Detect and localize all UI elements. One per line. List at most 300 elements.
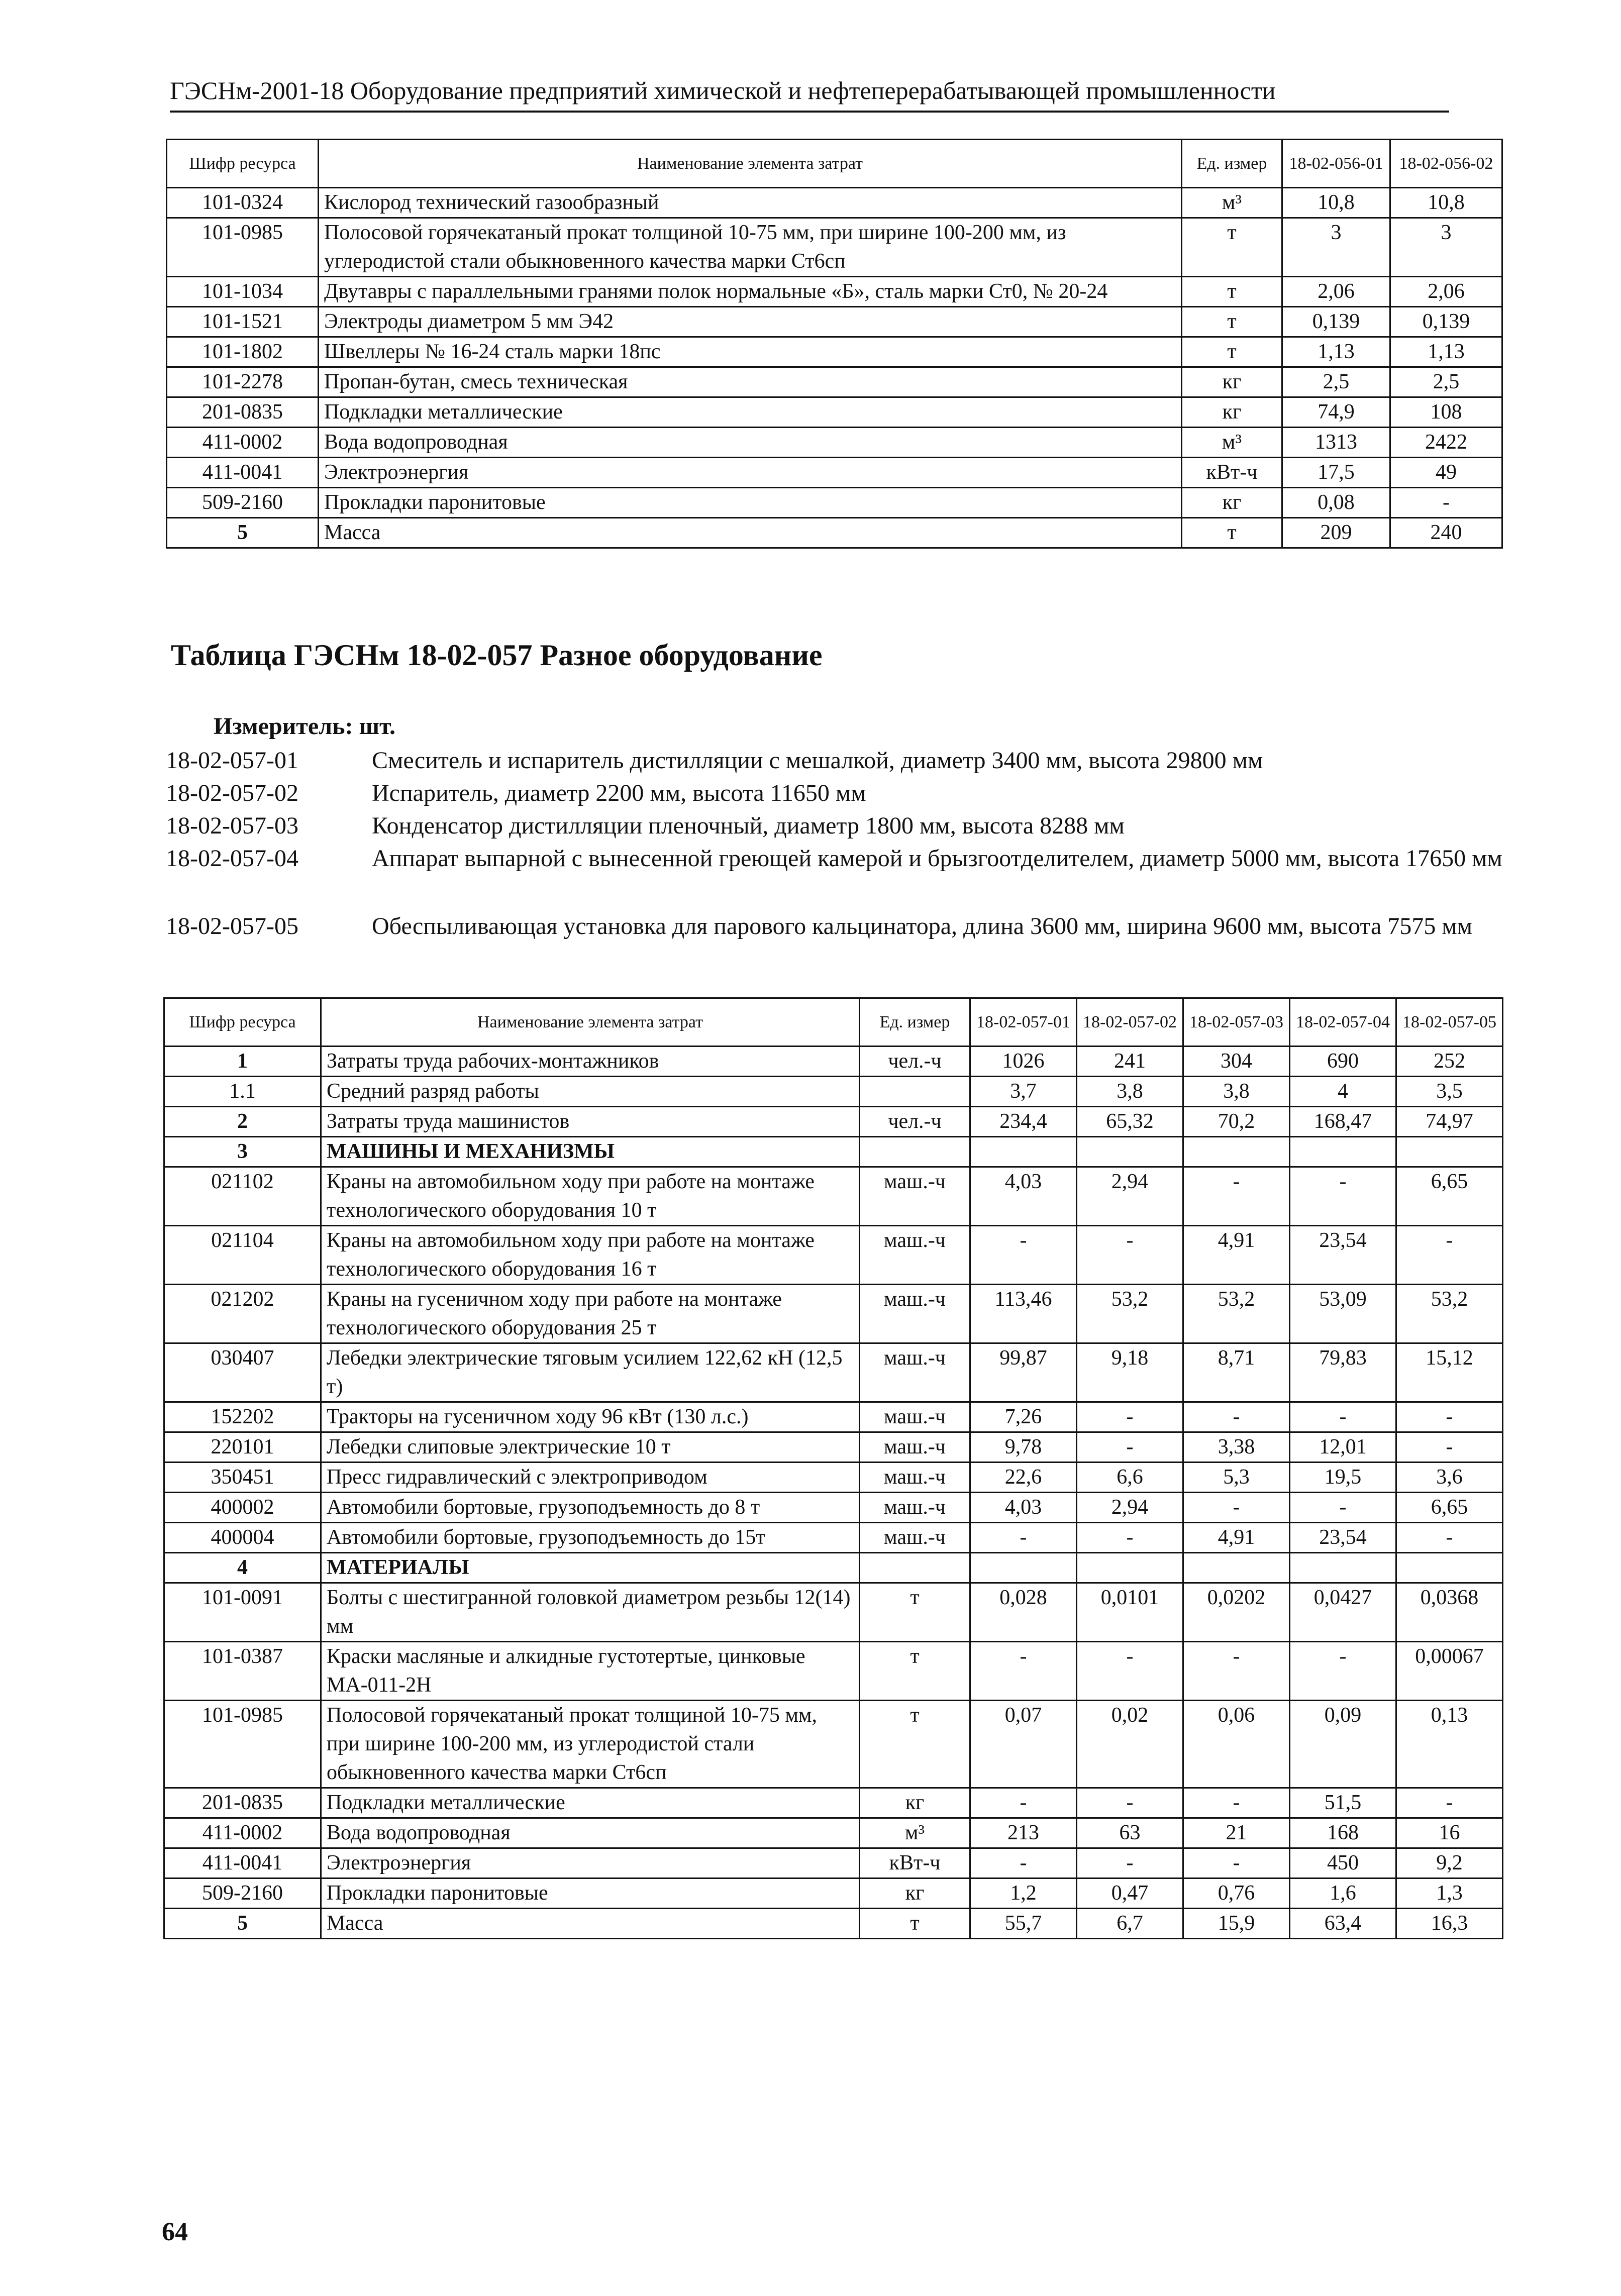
unit: маш.-ч bbox=[860, 1285, 970, 1343]
value-057-02: 0,02 bbox=[1077, 1701, 1183, 1788]
value-057-01 bbox=[970, 1553, 1077, 1583]
spec-description: Обеспыливающая установка для парового кальцинатора, длина 3600 мм, ширина 9600 мм, высота 7575 мм bbox=[372, 913, 1473, 940]
value-057-03: 4,91 bbox=[1183, 1226, 1290, 1285]
table-row bbox=[164, 1343, 1503, 1402]
value-057-02: - bbox=[1077, 1523, 1183, 1553]
resource-code: 021102 bbox=[164, 1167, 321, 1226]
resource-code: 152202 bbox=[164, 1402, 321, 1432]
resource-code: 101-1034 bbox=[167, 277, 319, 307]
page-number: 64 bbox=[162, 2218, 188, 2246]
header-cost-element: Наименование элемента затрат bbox=[319, 140, 1182, 188]
value-057-01: 0,07 bbox=[970, 1701, 1077, 1788]
value-057-05: 1,3 bbox=[1396, 1878, 1503, 1909]
value-057-05: 0,0368 bbox=[1396, 1583, 1503, 1642]
table-row bbox=[167, 307, 1502, 337]
value-056-01: 209 bbox=[1282, 518, 1390, 548]
value-057-02: - bbox=[1077, 1848, 1183, 1878]
value-057-02: - bbox=[1077, 1432, 1183, 1463]
value-057-04: 12,01 bbox=[1290, 1432, 1396, 1463]
resource-code: 101-0985 bbox=[164, 1701, 321, 1788]
resource-code: 509-2160 bbox=[167, 488, 319, 518]
value-057-03: - bbox=[1183, 1167, 1290, 1226]
value-057-02: - bbox=[1077, 1642, 1183, 1701]
running-header: ГЭСНм-2001-18 Оборудование предприятий химической и нефтеперерабатывающей промышленности bbox=[170, 75, 1449, 113]
value-056-02: 2422 bbox=[1390, 428, 1502, 458]
value-057-04: 0,09 bbox=[1290, 1701, 1396, 1788]
resource-code: 201-0835 bbox=[164, 1788, 321, 1818]
spec-description: Конденсатор дистилляции пленочный, диаметр 1800 мм, высота 8288 мм bbox=[372, 812, 1125, 839]
header-resource-code: Шифр ресурса bbox=[164, 998, 321, 1047]
resource-table-056-body bbox=[167, 188, 1502, 548]
resource-code: 509-2160 bbox=[164, 1878, 321, 1909]
table-row bbox=[164, 1463, 1503, 1493]
value-057-03: - bbox=[1183, 1402, 1290, 1432]
unit: т bbox=[1182, 277, 1282, 307]
value-057-04: 168 bbox=[1290, 1818, 1396, 1848]
resource-code: 400004 bbox=[164, 1523, 321, 1553]
value-057-05: 53,2 bbox=[1396, 1285, 1503, 1343]
value-057-04: - bbox=[1290, 1167, 1396, 1226]
table-row bbox=[164, 1848, 1503, 1878]
value-057-05: 0,00067 bbox=[1396, 1642, 1503, 1701]
unit: т bbox=[860, 1583, 970, 1642]
resource-code: 021104 bbox=[164, 1226, 321, 1285]
value-056-02: 0,139 bbox=[1390, 307, 1502, 337]
cost-element-name: Краны на автомобильном ходу при работе на монтаже технологического оборудования 10 т bbox=[321, 1167, 860, 1226]
table-row bbox=[167, 428, 1502, 458]
value-056-01: 2,5 bbox=[1282, 367, 1390, 397]
value-057-04: - bbox=[1290, 1642, 1396, 1701]
value-057-05: 15,12 bbox=[1396, 1343, 1503, 1402]
value-056-02: - bbox=[1390, 488, 1502, 518]
cost-element-name: Подкладки металлические bbox=[321, 1788, 860, 1818]
value-057-03: 8,71 bbox=[1183, 1343, 1290, 1402]
value-056-02: 108 bbox=[1390, 397, 1502, 428]
table-row bbox=[164, 1523, 1503, 1553]
spec-code: 18-02-057-01 bbox=[166, 747, 298, 774]
value-057-01: 9,78 bbox=[970, 1432, 1077, 1463]
resource-code: 411-0002 bbox=[164, 1818, 321, 1848]
section-row bbox=[164, 1553, 1503, 1583]
value-056-02: 1,13 bbox=[1390, 337, 1502, 367]
value-057-05: 6,65 bbox=[1396, 1493, 1503, 1523]
resource-code: 101-0985 bbox=[167, 218, 319, 277]
unit: кВт-ч bbox=[860, 1848, 970, 1878]
value-057-05: 6,65 bbox=[1396, 1167, 1503, 1226]
resource-table-057 bbox=[163, 997, 1503, 1939]
value-057-03: 5,3 bbox=[1183, 1463, 1290, 1493]
value-057-02: 65,32 bbox=[1077, 1107, 1183, 1137]
value-057-02: 3,8 bbox=[1077, 1077, 1183, 1107]
unit: т bbox=[860, 1909, 970, 1939]
value-056-01: 10,8 bbox=[1282, 188, 1390, 218]
value-057-03: - bbox=[1183, 1642, 1290, 1701]
value-057-02: - bbox=[1077, 1788, 1183, 1818]
cost-element-name: Кислород технический газообразный bbox=[319, 188, 1182, 218]
value-057-01: 7,26 bbox=[970, 1402, 1077, 1432]
value-056-02: 10,8 bbox=[1390, 188, 1502, 218]
value-057-02 bbox=[1077, 1553, 1183, 1583]
unit: кг bbox=[1182, 367, 1282, 397]
resource-code: 030407 bbox=[164, 1343, 321, 1402]
table-row bbox=[164, 1107, 1503, 1137]
cost-element-name: Краски масляные и алкидные густотертые, цинковые МА-011-2Н bbox=[321, 1642, 860, 1701]
value-057-05 bbox=[1396, 1137, 1503, 1167]
cost-element-name: Тракторы на гусеничном ходу 96 кВт (130 л.с.) bbox=[321, 1402, 860, 1432]
cost-element-name: Затраты труда машинистов bbox=[321, 1107, 860, 1137]
table-row bbox=[167, 188, 1502, 218]
value-057-01: 22,6 bbox=[970, 1463, 1077, 1493]
spec-item bbox=[166, 777, 1502, 809]
resource-code: 101-1802 bbox=[167, 337, 319, 367]
resource-code: 101-0324 bbox=[167, 188, 319, 218]
resource-code: 350451 bbox=[164, 1463, 321, 1493]
value-057-03: 53,2 bbox=[1183, 1285, 1290, 1343]
value-057-03 bbox=[1183, 1137, 1290, 1167]
value-057-03: 70,2 bbox=[1183, 1107, 1290, 1137]
cost-element-name: Затраты труда рабочих-монтажников bbox=[321, 1047, 860, 1077]
value-056-02: 240 bbox=[1390, 518, 1502, 548]
header-norm-057-05: 18-02-057-05 bbox=[1396, 998, 1503, 1047]
header-cost-element: Наименование элемента затрат bbox=[321, 998, 860, 1047]
value-056-01: 3 bbox=[1282, 218, 1390, 277]
table-row bbox=[164, 1077, 1503, 1107]
value-057-04: 79,83 bbox=[1290, 1343, 1396, 1402]
value-057-04: 1,6 bbox=[1290, 1878, 1396, 1909]
cost-element-name: Швеллеры № 16-24 сталь марки 18пс bbox=[319, 337, 1182, 367]
unit: кг bbox=[1182, 488, 1282, 518]
unit: чел.-ч bbox=[860, 1047, 970, 1077]
cost-element-name: Масса bbox=[321, 1909, 860, 1939]
table-row bbox=[164, 1878, 1503, 1909]
value-057-04: - bbox=[1290, 1493, 1396, 1523]
unit: кВт-ч bbox=[1182, 458, 1282, 488]
header-norm-057-04: 18-02-057-04 bbox=[1290, 998, 1396, 1047]
value-057-05: 16,3 bbox=[1396, 1909, 1503, 1939]
table-row bbox=[167, 367, 1502, 397]
cost-element-name: Пропан-бутан, смесь техническая bbox=[319, 367, 1182, 397]
resource-code: 101-2278 bbox=[167, 367, 319, 397]
value-057-05: - bbox=[1396, 1788, 1503, 1818]
resource-code: 220101 bbox=[164, 1432, 321, 1463]
spec-item bbox=[166, 810, 1502, 842]
value-057-05: 3,6 bbox=[1396, 1463, 1503, 1493]
cost-element-name: Автомобили бортовые, грузоподъемность до 8 т bbox=[321, 1493, 860, 1523]
cost-element-name: Электроэнергия bbox=[321, 1848, 860, 1878]
value-057-05: 252 bbox=[1396, 1047, 1503, 1077]
value-056-02: 3 bbox=[1390, 218, 1502, 277]
value-057-01: 213 bbox=[970, 1818, 1077, 1848]
value-057-03 bbox=[1183, 1553, 1290, 1583]
value-057-05: 3,5 bbox=[1396, 1077, 1503, 1107]
table-row bbox=[164, 1788, 1503, 1818]
value-057-05: 9,2 bbox=[1396, 1848, 1503, 1878]
cost-element-name: Прокладки паронитовые bbox=[321, 1878, 860, 1909]
resource-code: 5 bbox=[164, 1909, 321, 1939]
table-row bbox=[164, 1167, 1503, 1226]
value-057-01: 1026 bbox=[970, 1047, 1077, 1077]
table-title: Таблица ГЭСНм 18-02-057 Разное оборудование bbox=[171, 639, 823, 672]
table-row bbox=[164, 1493, 1503, 1523]
section-row bbox=[164, 1137, 1503, 1167]
unit: м³ bbox=[860, 1818, 970, 1848]
value-057-03: 0,76 bbox=[1183, 1878, 1290, 1909]
value-057-03: - bbox=[1183, 1848, 1290, 1878]
value-057-04: 4 bbox=[1290, 1077, 1396, 1107]
spec-item bbox=[166, 843, 1502, 907]
value-056-02: 2,5 bbox=[1390, 367, 1502, 397]
table-row bbox=[164, 1909, 1503, 1939]
resource-table-057-body bbox=[164, 1047, 1503, 1939]
value-057-01: 0,028 bbox=[970, 1583, 1077, 1642]
cost-element-name: Подкладки металлические bbox=[319, 397, 1182, 428]
cost-element-name: Пресс гидравлический с электроприводом bbox=[321, 1463, 860, 1493]
value-057-04 bbox=[1290, 1553, 1396, 1583]
value-056-01: 17,5 bbox=[1282, 458, 1390, 488]
cost-element-name: Болты с шестигранной головкой диаметром резьбы 12(14) мм bbox=[321, 1583, 860, 1642]
unit: кг bbox=[860, 1788, 970, 1818]
value-056-01: 0,139 bbox=[1282, 307, 1390, 337]
unit: т bbox=[860, 1642, 970, 1701]
value-057-01: 113,46 bbox=[970, 1285, 1077, 1343]
value-056-01: 1,13 bbox=[1282, 337, 1390, 367]
value-056-02: 49 bbox=[1390, 458, 1502, 488]
value-056-01: 74,9 bbox=[1282, 397, 1390, 428]
value-057-01: 55,7 bbox=[970, 1909, 1077, 1939]
value-057-03: 0,06 bbox=[1183, 1701, 1290, 1788]
table-row bbox=[164, 1642, 1503, 1701]
unit: т bbox=[1182, 337, 1282, 367]
table-row bbox=[167, 337, 1502, 367]
section-title: МАШИНЫ И МЕХАНИЗМЫ bbox=[321, 1137, 860, 1167]
resource-code: 3 bbox=[164, 1137, 321, 1167]
value-057-04: 23,54 bbox=[1290, 1523, 1396, 1553]
value-057-04 bbox=[1290, 1137, 1396, 1167]
resource-code: 2 bbox=[164, 1107, 321, 1137]
value-057-03: 3,38 bbox=[1183, 1432, 1290, 1463]
resource-code: 5 bbox=[167, 518, 319, 548]
table-row bbox=[167, 458, 1502, 488]
cost-element-name: Краны на гусеничном ходу при работе на монтаже технологического оборудования 25 т bbox=[321, 1285, 860, 1343]
unit: маш.-ч bbox=[860, 1463, 970, 1493]
value-057-03: 15,9 bbox=[1183, 1909, 1290, 1939]
value-057-02 bbox=[1077, 1137, 1183, 1167]
value-056-01: 2,06 bbox=[1282, 277, 1390, 307]
table-row bbox=[167, 277, 1502, 307]
value-057-04: 0,0427 bbox=[1290, 1583, 1396, 1642]
value-057-05: - bbox=[1396, 1523, 1503, 1553]
value-057-04: 19,5 bbox=[1290, 1463, 1396, 1493]
unit: кг bbox=[1182, 397, 1282, 428]
spec-item bbox=[166, 910, 1502, 975]
measure-unit: Измеритель: шт. bbox=[214, 713, 395, 740]
value-057-02: - bbox=[1077, 1226, 1183, 1285]
unit bbox=[860, 1137, 970, 1167]
value-057-03: 0,0202 bbox=[1183, 1583, 1290, 1642]
unit: маш.-ч bbox=[860, 1226, 970, 1285]
resource-code: 101-1521 bbox=[167, 307, 319, 337]
spec-description: Смеситель и испаритель дистилляции с мешалкой, диаметр 3400 мм, высота 29800 мм bbox=[372, 747, 1263, 774]
resource-code: 021202 bbox=[164, 1285, 321, 1343]
value-057-01: - bbox=[970, 1788, 1077, 1818]
cost-element-name: Лебедки слиповые электрические 10 т bbox=[321, 1432, 860, 1463]
cost-element-name: Электроды диаметром 5 мм Э42 bbox=[319, 307, 1182, 337]
value-057-05: - bbox=[1396, 1402, 1503, 1432]
spec-item bbox=[166, 745, 1502, 777]
value-057-02: 0,0101 bbox=[1077, 1583, 1183, 1642]
value-057-03: 3,8 bbox=[1183, 1077, 1290, 1107]
value-057-04: 51,5 bbox=[1290, 1788, 1396, 1818]
value-057-03: 304 bbox=[1183, 1047, 1290, 1077]
value-057-05: - bbox=[1396, 1432, 1503, 1463]
resource-code: 411-0041 bbox=[167, 458, 319, 488]
resource-code: 1.1 bbox=[164, 1077, 321, 1107]
value-057-03: - bbox=[1183, 1493, 1290, 1523]
value-057-05: 0,13 bbox=[1396, 1701, 1503, 1788]
value-057-02: 53,2 bbox=[1077, 1285, 1183, 1343]
unit: маш.-ч bbox=[860, 1402, 970, 1432]
value-057-03: 21 bbox=[1183, 1818, 1290, 1848]
unit: маш.-ч bbox=[860, 1493, 970, 1523]
value-057-01: 4,03 bbox=[970, 1167, 1077, 1226]
unit: чел.-ч bbox=[860, 1107, 970, 1137]
resource-code: 1 bbox=[164, 1047, 321, 1077]
section-title: МАТЕРИАЛЫ bbox=[321, 1553, 860, 1583]
value-057-01: 3,7 bbox=[970, 1077, 1077, 1107]
value-057-02: 241 bbox=[1077, 1047, 1183, 1077]
value-057-01: 1,2 bbox=[970, 1878, 1077, 1909]
value-057-01: 4,03 bbox=[970, 1493, 1077, 1523]
value-057-04: 53,09 bbox=[1290, 1285, 1396, 1343]
unit: т bbox=[860, 1701, 970, 1788]
unit: т bbox=[1182, 218, 1282, 277]
value-057-05: - bbox=[1396, 1226, 1503, 1285]
header-unit: Ед. измер bbox=[860, 998, 970, 1047]
value-057-05: 74,97 bbox=[1396, 1107, 1503, 1137]
value-057-04: - bbox=[1290, 1402, 1396, 1432]
cost-element-name: Краны на автомобильном ходу при работе на монтаже технологического оборудования 16 т bbox=[321, 1226, 860, 1285]
table-row bbox=[164, 1432, 1503, 1463]
value-057-01: 99,87 bbox=[970, 1343, 1077, 1402]
table-row bbox=[167, 218, 1502, 277]
value-057-05 bbox=[1396, 1553, 1503, 1583]
cost-element-name: Вода водопроводная bbox=[321, 1818, 860, 1848]
resource-table-056 bbox=[166, 139, 1503, 549]
unit: м³ bbox=[1182, 428, 1282, 458]
cost-element-name: Полосовой горячекатаный прокат толщиной 10-75 мм, при ширине 100-200 мм, из углеродистой стали обыкновенного качества марки Ст6сп bbox=[321, 1701, 860, 1788]
value-057-02: 6,7 bbox=[1077, 1909, 1183, 1939]
unit bbox=[860, 1553, 970, 1583]
value-057-02: 9,18 bbox=[1077, 1343, 1183, 1402]
cost-element-name: Двутавры с параллельными гранями полок нормальные «Б», сталь марки Ст0, № 20-24 bbox=[319, 277, 1182, 307]
value-057-04: 63,4 bbox=[1290, 1909, 1396, 1939]
resource-code: 101-0091 bbox=[164, 1583, 321, 1642]
value-057-01: 234,4 bbox=[970, 1107, 1077, 1137]
spec-code: 18-02-057-05 bbox=[166, 913, 298, 940]
unit: маш.-ч bbox=[860, 1167, 970, 1226]
table-row bbox=[167, 488, 1502, 518]
value-056-01: 1313 bbox=[1282, 428, 1390, 458]
header-unit: Ед. измер bbox=[1182, 140, 1282, 188]
value-057-02: - bbox=[1077, 1402, 1183, 1432]
value-057-04: 450 bbox=[1290, 1848, 1396, 1878]
table-row bbox=[167, 518, 1502, 548]
header-norm-057-03: 18-02-057-03 bbox=[1183, 998, 1290, 1047]
value-057-01: - bbox=[970, 1848, 1077, 1878]
value-057-05: 16 bbox=[1396, 1818, 1503, 1848]
header-resource-code: Шифр ресурса bbox=[167, 140, 319, 188]
cost-element-name: Прокладки паронитовые bbox=[319, 488, 1182, 518]
value-057-02: 63 bbox=[1077, 1818, 1183, 1848]
table-row bbox=[164, 1583, 1503, 1642]
cost-element-name: Масса bbox=[319, 518, 1182, 548]
resource-code: 411-0041 bbox=[164, 1848, 321, 1878]
spec-code: 18-02-057-03 bbox=[166, 812, 298, 839]
header-norm-056-02: 18-02-056-02 bbox=[1390, 140, 1502, 188]
header-norm-057-01: 18-02-057-01 bbox=[970, 998, 1077, 1047]
value-057-03: 4,91 bbox=[1183, 1523, 1290, 1553]
cost-element-name: Лебедки электрические тяговым усилием 122,62 кН (12,5 т) bbox=[321, 1343, 860, 1402]
value-057-02: 2,94 bbox=[1077, 1493, 1183, 1523]
cost-element-name: Вода водопроводная bbox=[319, 428, 1182, 458]
table-row bbox=[164, 1402, 1503, 1432]
table-row bbox=[164, 1818, 1503, 1848]
resource-code: 101-0387 bbox=[164, 1642, 321, 1701]
value-057-01 bbox=[970, 1137, 1077, 1167]
table-row bbox=[167, 397, 1502, 428]
value-056-02: 2,06 bbox=[1390, 277, 1502, 307]
unit: маш.-ч bbox=[860, 1523, 970, 1553]
value-056-01: 0,08 bbox=[1282, 488, 1390, 518]
header-norm-057-02: 18-02-057-02 bbox=[1077, 998, 1183, 1047]
value-057-02: 2,94 bbox=[1077, 1167, 1183, 1226]
resource-code: 411-0002 bbox=[167, 428, 319, 458]
unit: т bbox=[1182, 307, 1282, 337]
value-057-02: 6,6 bbox=[1077, 1463, 1183, 1493]
table-row bbox=[164, 1226, 1503, 1285]
table-row bbox=[164, 1701, 1503, 1788]
resource-code: 400002 bbox=[164, 1493, 321, 1523]
cost-element-name: Средний разряд работы bbox=[321, 1077, 860, 1107]
spec-description: Испаритель, диаметр 2200 мм, высота 11650 мм bbox=[372, 780, 866, 806]
value-057-04: 690 bbox=[1290, 1047, 1396, 1077]
value-057-01: - bbox=[970, 1226, 1077, 1285]
value-057-03: - bbox=[1183, 1788, 1290, 1818]
value-057-04: 168,47 bbox=[1290, 1107, 1396, 1137]
cost-element-name: Электроэнергия bbox=[319, 458, 1182, 488]
unit: маш.-ч bbox=[860, 1432, 970, 1463]
unit: кг bbox=[860, 1878, 970, 1909]
value-057-01: - bbox=[970, 1642, 1077, 1701]
unit: м³ bbox=[1182, 188, 1282, 218]
value-057-01: - bbox=[970, 1523, 1077, 1553]
spec-code: 18-02-057-02 bbox=[166, 780, 298, 806]
resource-code: 201-0835 bbox=[167, 397, 319, 428]
unit: т bbox=[1182, 518, 1282, 548]
spec-description: Аппарат выпарной с вынесенной греющей камерой и брызгоотделителем, диаметр 5000 мм, высота 17650 мм bbox=[372, 845, 1502, 872]
spec-code: 18-02-057-04 bbox=[166, 845, 298, 872]
unit: маш.-ч bbox=[860, 1343, 970, 1402]
value-057-02: 0,47 bbox=[1077, 1878, 1183, 1909]
value-057-04: 23,54 bbox=[1290, 1226, 1396, 1285]
resource-code: 4 bbox=[164, 1553, 321, 1583]
header-norm-056-01: 18-02-056-01 bbox=[1282, 140, 1390, 188]
table-row bbox=[164, 1285, 1503, 1343]
cost-element-name: Полосовой горячекатаный прокат толщиной 10-75 мм, при ширине 100-200 мм, из углеродистой стали обыкновенного качества марки Ст6сп bbox=[319, 218, 1182, 277]
table-row bbox=[164, 1047, 1503, 1077]
unit bbox=[860, 1077, 970, 1107]
cost-element-name: Автомобили бортовые, грузоподъемность до 15т bbox=[321, 1523, 860, 1553]
